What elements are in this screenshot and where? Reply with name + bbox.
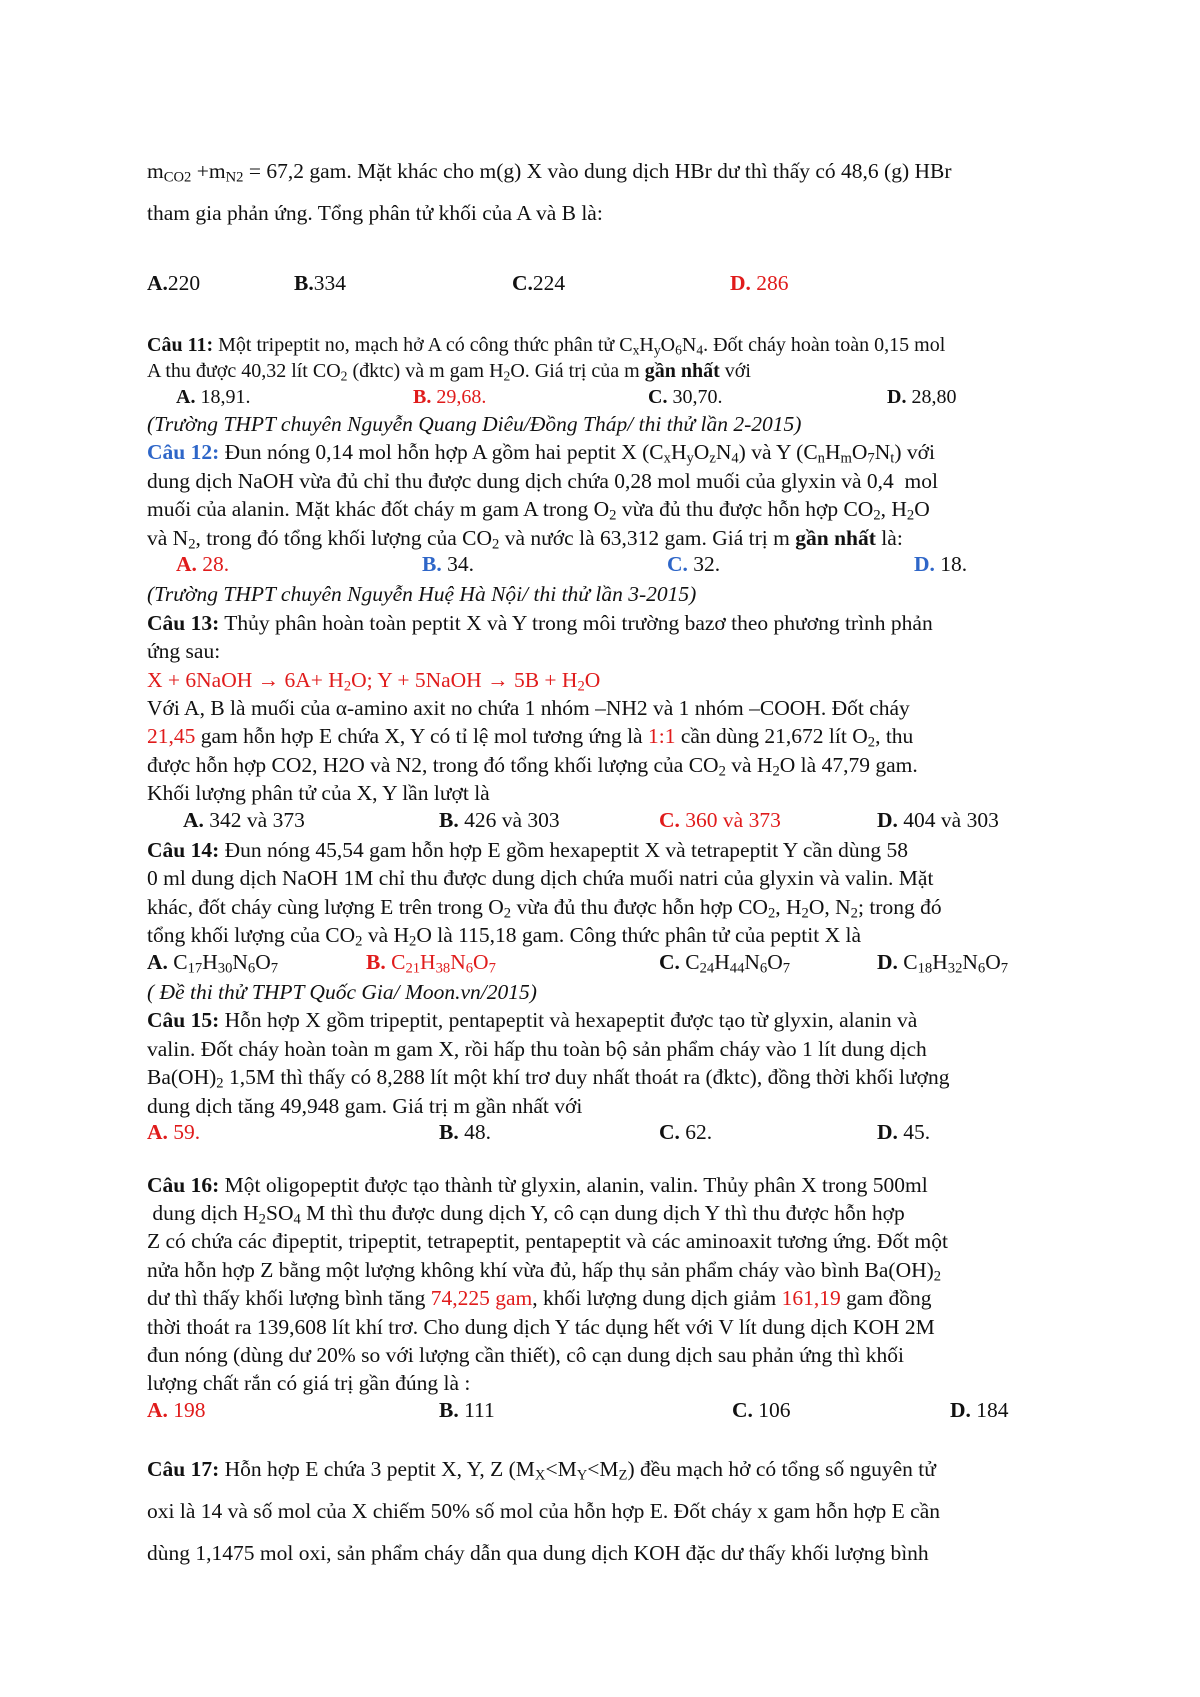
q15-line-3: $Ba(OH)_2$ 1,5M thì thấy có 8,288 lít một khí trơ duy nhất thoát ra (đktc), đồng thời khối lượng [147, 1065, 950, 1092]
q11-answers [147, 384, 1077, 410]
q13-equation: X + 6NaOH → $6A+ H_2O$; Y + 5NaOH → $5B + H_2O$ [147, 667, 601, 695]
answer-a: A. 18,91. [176, 386, 251, 408]
answer-a: A.220 [147, 271, 201, 295]
q16-line-5: dư thì thấy khối lượng bình tăng 74,225 gam, khối lượng dung dịch giảm 161,19 gam đồng [147, 1286, 932, 1311]
answer-b: B. 111 [439, 1397, 495, 1422]
answer-c: C. $C_{24}H_{44}N_6O_7$ [659, 949, 791, 977]
answer-a: A. 342 và 373 [183, 807, 305, 832]
answer-a: A. 198 [147, 1397, 206, 1422]
q16-line-1: Câu 16: Một oligopeptit được tạo thành từ glyxin, alanin, valin. Thủy phân X trong 500ml [147, 1172, 928, 1197]
document-page [147, 150, 1077, 1574]
q16-answers [147, 1398, 1077, 1426]
q11-line-2: A thu được 40,32 lít $CO_2$ (đktc) và m gam $H_2O$. Giá trị của m gần nhất với [147, 360, 751, 384]
q12-line-2: dung dịch NaOH vừa đủ chỉ thu được dung dịch chứa 0,28 mol muối của glyxin và 0,4 mol [147, 468, 938, 493]
answer-c: C. 106 [732, 1397, 791, 1422]
q14-line-3: khác, đốt cháy cùng lượng E trên trong $O_2$ vừa đủ thu được hỗn hợp $CO_2$, $H_2O$, $N_2$; trong đó [147, 894, 942, 922]
q16-line-3: Z có chứa các đipeptit, tripeptit, tetrapeptit, pentapeptit và các aminoaxit tương ứng. Đốt một [147, 1229, 948, 1254]
q12-line-3: muối của alanin. Mặt khác đốt cháy m gam A trong $O_2$ vừa đủ thu được hỗn hợp $CO_2$, $H_2O$ [147, 497, 930, 524]
answer-b: B. 426 và 303 [439, 807, 560, 832]
q16-line-4: nửa hỗn hợp Z bằng một lượng không khí vừa đủ, hấp thụ sản phẩm cháy vào bình $Ba(OH)_2$ [147, 1257, 942, 1285]
q15-line-1: Câu 15: Hỗn hợp X gồm tripeptit, pentapeptit và hexapeptit được tạo từ glyxin, alanin và [147, 1008, 918, 1033]
answer-a: A. 28. [176, 552, 230, 577]
q14-line-1: Câu 14: Đun nóng 45,54 gam hỗn hợp E gồm hexapeptit X và tetrapeptit Y cần dùng 58 [147, 838, 908, 863]
q15-answers [147, 1120, 1077, 1148]
q13-line-1: Câu 13: Thủy phân hoàn toàn peptit X và Y trong môi trường bazơ theo phương trình phản [147, 610, 933, 635]
answer-b: B. $C_{21}H_{38}N_6O_7$ [366, 949, 496, 977]
answer-c: C.224 [512, 271, 566, 295]
q14-line-4: tổng khối lượng của $CO_2$ và $H_2O$ là 115,18 gam. Công thức phân tử của peptit X là [147, 923, 862, 950]
answer-b: B. 29,68. [413, 386, 487, 408]
q12-line-4: và $N_2$, trong đó tổng khối lượng của $CO_2$ và nước là 63,312 gam. Giá trị m gần nhất là: [147, 525, 903, 553]
q13-line-5: 21,45 gam hỗn hợp E chứa X, Y có tỉ lệ mol tương ứng là 1:1 cần dùng 21,672 lít $O_2$, thu [147, 724, 914, 752]
q16-line-8: lượng chất rắn có giá trị gần đúng là : [147, 1371, 471, 1396]
q12-line-1: Câu 12: Đun nóng 0,14 mol hỗn hợp A gồm hai peptit X $(C_xH_yO_zN_4)$ và Y $(C_nH_mO_7N_t)$ với [147, 440, 935, 468]
q16-line-7: đun nóng (dùng dư 20% so với lượng cần thiết), cô cạn dung dịch sau phản ứng thì khối [147, 1342, 904, 1367]
q17-line-2: oxi là 14 và số mol của X chiếm 50% số mol của hỗn hợp E. Đốt cháy x gam hỗn hợp E cần [147, 1499, 940, 1524]
answer-d: D. $C_{18}H_{32}N_6O_7$ [877, 949, 1009, 977]
intro-answers [147, 262, 1077, 304]
q11-source: (Trường THPT chuyên Nguyễn Quang Diêu/Đồng Tháp/ thi thử lần 2-2015) [147, 412, 802, 436]
q11-line-1: Câu 11: Một tripeptit no, mạch hở A có công thức phân tử $C_xH_yO_6N_4$. Đốt cháy hoàn toàn 0,15 mol [147, 334, 946, 358]
q13-line-6: được hỗn hợp CO2, H2O và N2, trong đó tổng khối lượng của $CO_2$ và $H_2O$ là 47,79 gam. [147, 752, 918, 780]
answer-b: B. 48. [439, 1120, 491, 1145]
q16-line-2: dung dịch $H_2SO_4$ M thì thu được dung dịch Y, cô cạn dung dịch Y thì thu được hỗn hợp [147, 1200, 905, 1228]
q13-line-7: Khối lượng phân tử của X, Y lần lượt là [147, 781, 490, 806]
q14-line-2: 0 ml dung dịch NaOH 1M chỉ thu được dung dịch chứa muối natri của glyxin và valin. Mặt [147, 866, 934, 891]
answer-d: D. 28,80 [887, 386, 957, 408]
answer-d: D. 45. [877, 1120, 931, 1145]
q15-line-2: valin. Đốt cháy hoàn toàn m gam X, rồi hấp thu toàn bộ sản phẩm cháy vào 1 lít dung dịch [147, 1036, 927, 1061]
answer-d: D. 184 [950, 1397, 1009, 1422]
q15-line-4: dung dịch tăng 49,948 gam. Giá trị m gần nhất với [147, 1093, 583, 1118]
q13-line-4: Với A, B là muối của α-amino axit no chứa 1 nhóm –NH2 và 1 nhóm –COOH. Đốt cháy [147, 696, 910, 721]
answer-c: C. 360 và 373 [659, 807, 781, 832]
q17-line-1: Câu 17: Hỗn hợp E chứa 3 peptit X, Y, Z $(M_X<M_Y<M_Z)$ đều mạch hở có tổng số nguyên tử [147, 1457, 936, 1484]
q17-line-3: dùng 1,1475 mol oxi, sản phẩm cháy dẫn qua dung dịch KOH đặc dư thấy khối lượng bình [147, 1541, 929, 1566]
answer-d: D. 286 [730, 271, 789, 295]
intro-line-2: tham gia phản ứng. Tổng phân tử khối của A và B là: [147, 201, 603, 225]
answer-b: B. 34. [422, 552, 474, 577]
intro-line-1: $m_{CO2} +m_{N2} = 67,2$ gam. Mặt khác cho m(g) X vào dung dịch HBr dư thì thấy có 48,6 (g) HBr [147, 159, 952, 186]
q12-source: (Trường THPT chuyên Nguyễn Huệ Hà Nội/ thi thử lần 3-2015) [147, 582, 697, 607]
answer-c: C. 32. [667, 552, 721, 577]
answer-a: A. $C_{17}H_{30}N_6O_7$ [147, 949, 279, 977]
answer-d: D. 404 và 303 [877, 807, 999, 832]
answer-b: B.334 [294, 271, 346, 295]
q14-source: ( Đề thi thử THPT Quốc Gia/ Moon.vn/2015) [147, 980, 537, 1005]
q12-answers [147, 552, 1077, 580]
answer-c: C. 62. [659, 1120, 713, 1145]
q16-line-6: thời thoát ra 139,608 lít khí trơ. Cho dung dịch Y tác dụng hết với V lít dung dịch KOH 2M [147, 1314, 935, 1339]
answer-c: C. 30,70. [648, 386, 723, 408]
q13-answers [147, 808, 1077, 836]
q13-line-2: ứng sau: [147, 639, 221, 664]
answer-d: D. 18. [914, 552, 968, 577]
answer-a: A. 59. [147, 1120, 201, 1145]
q14-answers [147, 950, 1077, 978]
